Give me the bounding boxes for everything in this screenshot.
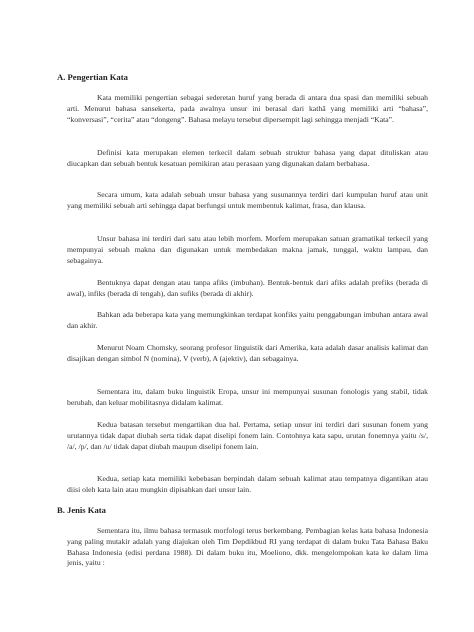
paragraph: Bentuknya dapat dengan atau tanpa afiks (imbuhan). Bentuk-bentuk dari afiks adalah prefiks (berada di awal), infiks (berada di tengah), dan sufiks (berada di akhir).: [67, 278, 428, 298]
paragraph: Menurut Noam Chomsky, seorang profesor linguistik dari Amerika, kata adalah dasar analisis kalimat dan disajikan dengan simbol N (nomina), V (verb), A (ajektiv), dan sebagainya.: [67, 343, 428, 363]
paragraph: Bahkan ada beberapa kata yang memungkinkan terdapat konfiks yaitu penggabungan imbuhan antara awal dan akhir.: [67, 310, 428, 330]
paragraph: Unsur bahasa ini terdiri dari satu atau lebih morfem. Morfem merupakan satuan gramatikal terkecil yang mempunyai sebuah makna dan digunakan untuk membedakan makna jamak, tunggal, waktu lampau, dan sebagainya.: [67, 234, 428, 265]
section-a-heading: A. Pengertian Kata: [57, 72, 128, 82]
paragraph: Definisi kata merupakan elemen terkecil dalam sebuah struktur bahasa yang dapat dituliskan atau diucapkan dan sebuah bentuk kesatuan pemikiran atau perasaan yang digunakan dalam berbahasa.: [67, 148, 428, 168]
paragraph: Kedua batasan tersebut mengartikan dua hal. Pertama, setiap unsur ini terdiri dari susunan fonem yang urutannya tidak dapat diubah serta tidak dapat diselipi fonem lain. Contohnya kata sapu, urutan fonemnya yaitu /s/, /a/, /p/, dan /u/ tidak dapat diubah maupun diselipi fonem lain.: [67, 420, 428, 451]
paragraph: Kata memiliki pengertian sebagai sederetan huruf yang berada di antara dua spasi dan memiliki sebuah arti. Menurut bahasa sansekerta, pada awalnya unsur ini berasal dari kathā yang memiliki arti “bahasa”, “konversasi”, “cerita” atau “dongeng”. Bahasa melayu tersebut dipersempit lagi sehingga menjadi “Kata”.: [67, 93, 428, 124]
paragraph: Secara umum, kata adalah sebuah unsur bahasa yang susunannya terdiri dari kumpulan huruf atau unit yang memiliki sebuah arti sehingga dapat berfungsi untuk membentuk kalimat, frasa, dan klausa.: [67, 190, 428, 210]
paragraph: Kedua, setiap kata memiliki kebebasan berpindah dalam sebuah kalimat atau tempatnya digantikan atau diisi oleh kata lain atau mungkin dipisahkan dari unsur lain.: [67, 474, 428, 494]
section-b-heading: B. Jenis Kata: [57, 505, 106, 515]
paragraph: Sementara itu, dalam buku linguistik Eropa, unsur ini mempunyai susunan fonologis yang stabil, tidak berubah, dan keluar mobilitasnya didalam kalimat.: [67, 387, 428, 407]
paragraph: Sementara itu, ilmu bahasa termasuk morfologi terus berkembang. Pembagian kelas kata bahasa Indonesia yang paling mutakir adalah yang diajukan oleh Tim Depdikbud RI yang terdapat di dalam buku Tata Bahasa Baku Bahasa Indonesia (edisi perdana 1988). Di dalam buku itu, Moeliono, dkk. mengelompokan kata ke dalam lima jenis, yaitu :: [67, 526, 428, 568]
